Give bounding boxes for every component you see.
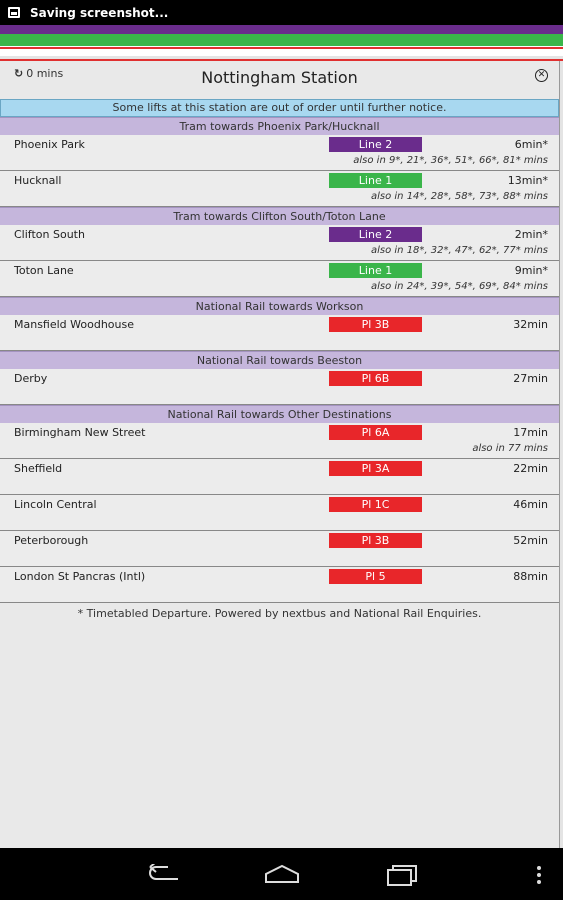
also-departures: also in 24*, 39*, 54*, 69*, 84* mins	[370, 281, 548, 292]
destination: Mansfield Woodhouse	[14, 318, 135, 331]
section-header: National Rail towards Beeston	[0, 351, 559, 369]
platform-badge: Pl 3B	[329, 533, 422, 548]
footer-note: * Timetabled Departure. Powered by nextbus and National Rail Enquiries.	[77, 607, 482, 620]
status-bar	[0, 0, 563, 25]
destination: Birmingham New Street	[14, 426, 146, 439]
departure-time: 2min*	[514, 228, 548, 241]
departure-time: 9min*	[514, 264, 548, 277]
rail-color-bar-top	[0, 47, 563, 49]
departure-time: 13min*	[507, 174, 548, 187]
platform-badge: Pl 6B	[329, 371, 422, 386]
back-icon[interactable]	[146, 864, 180, 884]
departure-row[interactable]	[0, 567, 559, 603]
departures-panel	[0, 61, 560, 848]
destination: Sheffield	[14, 462, 63, 475]
also-departures: also in 9*, 21*, 36*, 51*, 66*, 81* mins	[353, 155, 548, 166]
refresh-age: 0 mins	[26, 67, 64, 80]
also-departures: also in 18*, 32*, 47*, 62*, 77* mins	[370, 245, 548, 256]
departure-time: 88min	[513, 570, 548, 583]
departure-time: 17min	[513, 426, 548, 439]
line1-color-bar	[0, 34, 563, 46]
platform-badge: Pl 6A	[329, 425, 422, 440]
departure-time: 32min	[513, 318, 548, 331]
departure-row[interactable]	[0, 459, 559, 495]
departures-list	[0, 117, 559, 603]
departure-row[interactable]	[0, 495, 559, 531]
lift-notice: Some lifts at this station are out of order until further notice.	[0, 99, 559, 117]
panel-header	[0, 61, 559, 97]
recents-icon[interactable]	[386, 864, 418, 886]
line2-color-bar	[0, 25, 563, 34]
departure-row[interactable]	[0, 423, 559, 459]
status-text: Saving screenshot...	[30, 5, 169, 20]
departure-time: 46min	[513, 498, 548, 511]
departure-row[interactable]	[0, 261, 559, 297]
refresh-icon: ↻	[14, 67, 24, 80]
station-title: Nottingham Station	[201, 68, 358, 87]
destination: Derby	[14, 372, 48, 385]
departure-time: 27min	[513, 372, 548, 385]
departure-time: 52min	[513, 534, 548, 547]
departure-time: 22min	[513, 462, 548, 475]
section-header: Tram towards Phoenix Park/Hucknall	[0, 117, 559, 135]
platform-badge: Line 1	[329, 263, 422, 278]
section-header: Tram towards Clifton South/Toton Lane	[0, 207, 559, 225]
platform-badge: Line 2	[329, 137, 422, 152]
close-icon[interactable]: ✕	[535, 69, 548, 82]
destination: Clifton South	[14, 228, 85, 241]
platform-badge: Line 2	[329, 227, 422, 242]
platform-badge: Line 1	[329, 173, 422, 188]
departure-time: 6min*	[514, 138, 548, 151]
platform-badge: Pl 5	[329, 569, 422, 584]
android-navbar	[0, 848, 563, 900]
destination: London St Pancras (Intl)	[14, 570, 146, 583]
section-header: National Rail towards Workson	[0, 297, 559, 315]
departure-row[interactable]	[0, 531, 559, 567]
platform-badge: Pl 1C	[329, 497, 422, 512]
also-departures: also in 77 mins	[472, 443, 548, 454]
section-header: National Rail towards Other Destinations	[0, 405, 559, 423]
departure-row[interactable]	[0, 315, 559, 351]
menu-icon[interactable]	[535, 864, 543, 886]
departure-row[interactable]	[0, 135, 559, 171]
destination: Phoenix Park	[14, 138, 85, 151]
departure-row[interactable]	[0, 171, 559, 207]
destination: Lincoln Central	[14, 498, 97, 511]
destination: Peterborough	[14, 534, 89, 547]
also-departures: also in 14*, 28*, 58*, 73*, 88* mins	[370, 191, 548, 202]
departure-row[interactable]	[0, 225, 559, 261]
departure-row[interactable]	[0, 369, 559, 405]
destination: Toton Lane	[14, 264, 74, 277]
home-icon[interactable]	[264, 864, 300, 884]
destination: Hucknall	[14, 174, 62, 187]
platform-badge: Pl 3A	[329, 461, 422, 476]
platform-badge: Pl 3B	[329, 317, 422, 332]
screenshot-icon	[8, 7, 20, 18]
